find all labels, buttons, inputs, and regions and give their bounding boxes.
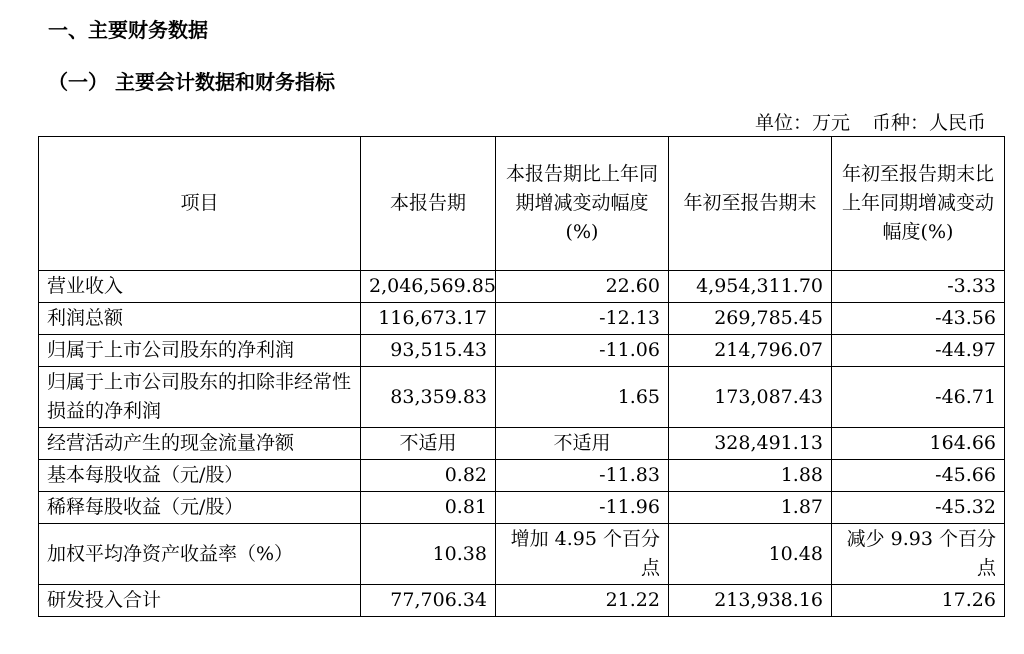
table-row bbox=[39, 303, 1005, 335]
row-ytd-change: 164.66 bbox=[832, 428, 1005, 460]
row-item: 归属于上市公司股东的净利润 bbox=[39, 335, 361, 367]
row-ytd: 10.48 bbox=[669, 524, 832, 585]
row-ytd: 1.88 bbox=[669, 460, 832, 492]
row-ytd-change: -43.56 bbox=[832, 303, 1005, 335]
row-current-change: -12.13 bbox=[496, 303, 669, 335]
row-ytd-change: 17.26 bbox=[832, 585, 1005, 617]
row-current-change: -11.06 bbox=[496, 335, 669, 367]
table-row bbox=[39, 585, 1005, 617]
row-item: 基本每股收益（元/股） bbox=[39, 460, 361, 492]
table-row bbox=[39, 460, 1005, 492]
section-title: 一、主要财务数据 bbox=[48, 18, 208, 42]
row-item: 营业收入 bbox=[39, 271, 361, 303]
row-current-change: 不适用 bbox=[496, 428, 669, 460]
header-current-period: 本报告期 bbox=[361, 137, 496, 271]
row-item: 稀释每股收益（元/股） bbox=[39, 492, 361, 524]
table-row bbox=[39, 335, 1005, 367]
row-current: 93,515.43 bbox=[361, 335, 496, 367]
row-ytd: 4,954,311.70 bbox=[669, 271, 832, 303]
row-current: 77,706.34 bbox=[361, 585, 496, 617]
row-current: 不适用 bbox=[361, 428, 496, 460]
row-ytd: 1.87 bbox=[669, 492, 832, 524]
table-row bbox=[39, 524, 1005, 585]
header-item: 项目 bbox=[39, 137, 361, 271]
header-ytd-change: 年初至报告期末比上年同期增减变动幅度(%) bbox=[832, 137, 1005, 271]
row-ytd-change: -44.97 bbox=[832, 335, 1005, 367]
row-current-change: 1.65 bbox=[496, 367, 669, 428]
row-current: 2,046,569.85 bbox=[361, 271, 496, 303]
row-current: 116,673.17 bbox=[361, 303, 496, 335]
row-item: 加权平均净资产收益率（%） bbox=[39, 524, 361, 585]
row-ytd-change: -3.33 bbox=[832, 271, 1005, 303]
unit-currency-line bbox=[755, 108, 986, 135]
row-item: 经营活动产生的现金流量净额 bbox=[39, 428, 361, 460]
row-ytd: 328,491.13 bbox=[669, 428, 832, 460]
table-row bbox=[39, 367, 1005, 428]
row-current-change: 21.22 bbox=[496, 585, 669, 617]
row-ytd: 213,938.16 bbox=[669, 585, 832, 617]
row-item: 利润总额 bbox=[39, 303, 361, 335]
row-current: 10.38 bbox=[361, 524, 496, 585]
header-ytd: 年初至报告期末 bbox=[669, 137, 832, 271]
unit-label: 单位：万元 bbox=[754, 112, 850, 134]
row-current: 0.82 bbox=[361, 460, 496, 492]
row-ytd: 173,087.43 bbox=[669, 367, 832, 428]
header-current-change: 本报告期比上年同期增减变动幅度(%) bbox=[496, 137, 669, 271]
subsection-title: （一） 主要会计数据和财务指标 bbox=[48, 70, 335, 94]
row-current-change: -11.83 bbox=[496, 460, 669, 492]
row-current: 83,359.83 bbox=[361, 367, 496, 428]
row-current-change: 增加 4.95 个百分点 bbox=[496, 524, 669, 585]
row-ytd-change: -45.32 bbox=[832, 492, 1005, 524]
row-item: 研发投入合计 bbox=[39, 585, 361, 617]
financial-data-table bbox=[38, 136, 1005, 617]
table-row bbox=[39, 428, 1005, 460]
row-ytd: 214,796.07 bbox=[669, 335, 832, 367]
row-ytd-change: -46.71 bbox=[832, 367, 1005, 428]
row-current-change: -11.96 bbox=[496, 492, 669, 524]
table-row bbox=[39, 271, 1005, 303]
currency-label: 币种：人民币 bbox=[871, 112, 986, 134]
row-item: 归属于上市公司股东的扣除非经常性损益的净利润 bbox=[39, 367, 361, 428]
row-ytd: 269,785.45 bbox=[669, 303, 832, 335]
row-current: 0.81 bbox=[361, 492, 496, 524]
row-ytd-change: 减少 9.93 个百分点 bbox=[832, 524, 1005, 585]
row-ytd-change: -45.66 bbox=[832, 460, 1005, 492]
row-current-change: 22.60 bbox=[496, 271, 669, 303]
table-header-row bbox=[39, 137, 1005, 271]
table-row bbox=[39, 492, 1005, 524]
